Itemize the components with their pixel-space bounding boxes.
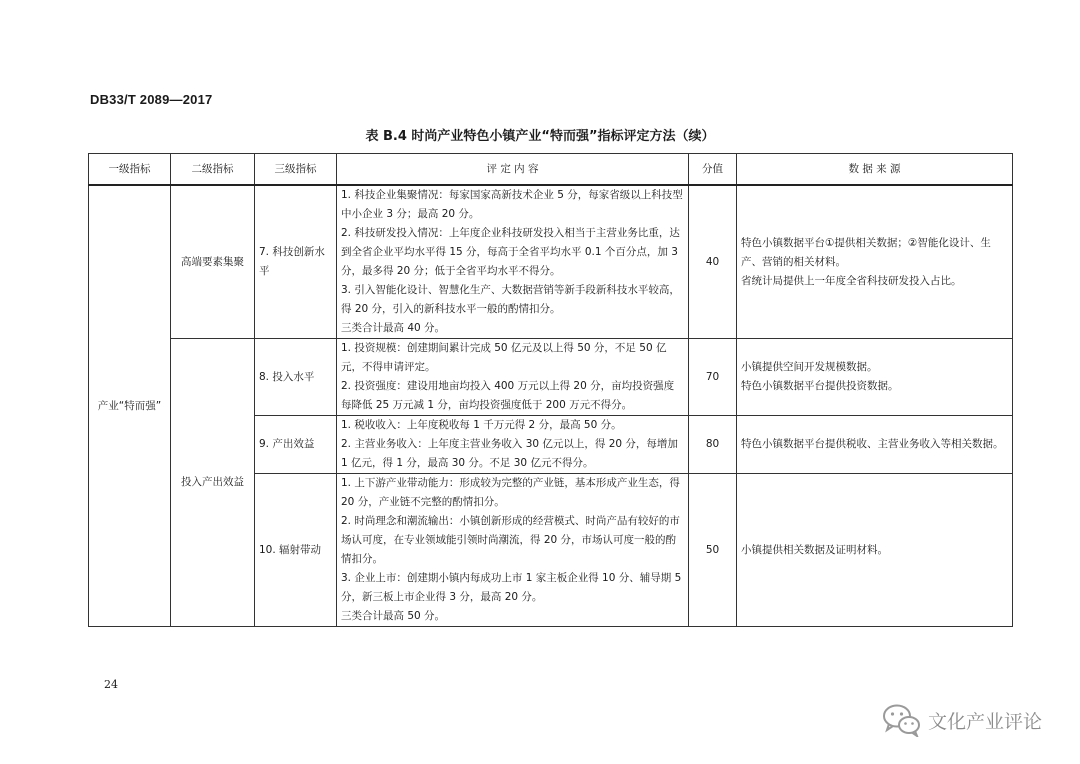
level2-indicator-cell: 投入产出效益 (171, 339, 255, 627)
column-header: 数 据 来 源 (737, 154, 1013, 186)
level2-indicator-cell: 高端要素集聚 (171, 185, 255, 339)
content-line: 2. 主营业务收入：上年度主营业务收入 30 亿元以上，得 20 分，每增加 1 亿元，得 1 分，最高 30 分。不足 30 亿元不得分。 (341, 438, 678, 469)
level3-indicator-cell: 8. 投入水平 (255, 339, 337, 416)
score-cell: 40 (689, 185, 737, 339)
evaluation-content-cell (337, 185, 689, 339)
score-cell: 80 (689, 416, 737, 474)
source-line: 特色小镇数据平台①提供相关数据；②智能化设计、生产、营销的相关材料。 (741, 236, 991, 268)
source-line: 小镇提供相关数据及证明材料。 (741, 543, 888, 556)
column-header: 二级指标 (171, 154, 255, 186)
data-source-cell (737, 185, 1013, 339)
table-row (89, 339, 1013, 416)
content-line: 1. 科技企业集聚情况：每家国家高新技术企业 5 分，每家省级以上科技型中小企业 3 分；最高 20 分。 (341, 189, 683, 220)
watermark-text: 文化产业评论 (927, 710, 1042, 733)
source-line: 小镇提供空间开发规模数据。 (741, 361, 878, 373)
score-cell: 50 (689, 474, 737, 627)
table-title: 表 B.4 时尚产业特色小镇产业“特而强”指标评定方法（续） (365, 129, 715, 144)
wechat-icon (882, 703, 922, 737)
column-header: 评 定 内 容 (337, 154, 689, 186)
level3-indicator-cell: 9. 产出效益 (255, 416, 337, 474)
content-line: 1. 税收收入：上年度税收每 1 千万元得 2 分，最高 50 分。 (341, 419, 622, 431)
data-source-cell (737, 474, 1013, 627)
content-line: 三类合计最高 40 分。 (341, 322, 446, 334)
level1-indicator-cell: 产业“特而强” (89, 185, 171, 627)
source-line: 特色小镇数据平台提供投资数据。 (741, 380, 899, 392)
source-line: 特色小镇数据平台提供税收、主营业务收入等相关数据。 (741, 438, 1004, 450)
table-row (89, 185, 1013, 339)
content-line: 3. 企业上市：创建期小镇内每成功上市 1 家主板企业得 10 分、辅导期 5 分，新三板上市企业得 3 分，最高 20 分。 (341, 572, 682, 603)
content-line: 2. 投资强度：建设用地亩均投入 400 万元以上得 20 分，亩均投资强度每降低 25 万元减 1 分，亩均投资强度低于 200 万元不得分。 (341, 380, 675, 411)
column-header: 三级指标 (255, 154, 337, 186)
evaluation-content-cell (337, 339, 689, 416)
evaluation-table (88, 153, 1013, 627)
watermark (882, 703, 1042, 737)
data-source-cell (737, 416, 1013, 474)
column-header: 一级指标 (89, 154, 171, 186)
page-number: 24 (104, 678, 118, 691)
data-source-cell (737, 339, 1013, 416)
level3-indicator-cell: 7. 科技创新水平 (255, 185, 337, 339)
content-line: 2. 时尚理念和潮流输出：小镇创新形成的经营模式、时尚产品有较好的市场认可度，在专业领域能引领时尚潮流，得 20 分，市场认可度一般的酌情扣分。 (341, 515, 680, 565)
score-cell: 70 (689, 339, 737, 416)
document-code: DB33/T 2089—2017 (90, 92, 213, 107)
table-header-row (89, 154, 1013, 186)
evaluation-content-cell (337, 416, 689, 474)
content-line: 2. 科技研发投入情况：上年度企业科技研发投入相当于主营业务比重，达到全省企业平均水平得 15 分，每高于全省平均水平 0.1 个百分点，加 3 分，最多得 20 分；低于全省平均水平不得分。 (341, 227, 680, 277)
level3-indicator-cell: 10. 辐射带动 (255, 474, 337, 627)
column-header: 分值 (689, 154, 737, 186)
content-line: 3. 引入智能化设计、智慧化生产、大数据营销等新手段新科技水平较高，得 20 分，引入的新科技水平一般的酌情扣分。 (341, 284, 680, 315)
content-line: 1. 上下游产业带动能力：形成较为完整的产业链，基本形成产业生态，得 20 分，产业链不完整的酌情扣分。 (341, 477, 680, 508)
content-line: 1. 投资规模：创建期间累计完成 50 亿元及以上得 50 分，不足 50 亿元，不得申请评定。 (341, 342, 667, 373)
evaluation-content-cell (337, 474, 689, 627)
content-line: 三类合计最高 50 分。 (341, 610, 446, 622)
source-line: 省统计局提供上一年度全省科技研发投入占比。 (741, 274, 962, 287)
